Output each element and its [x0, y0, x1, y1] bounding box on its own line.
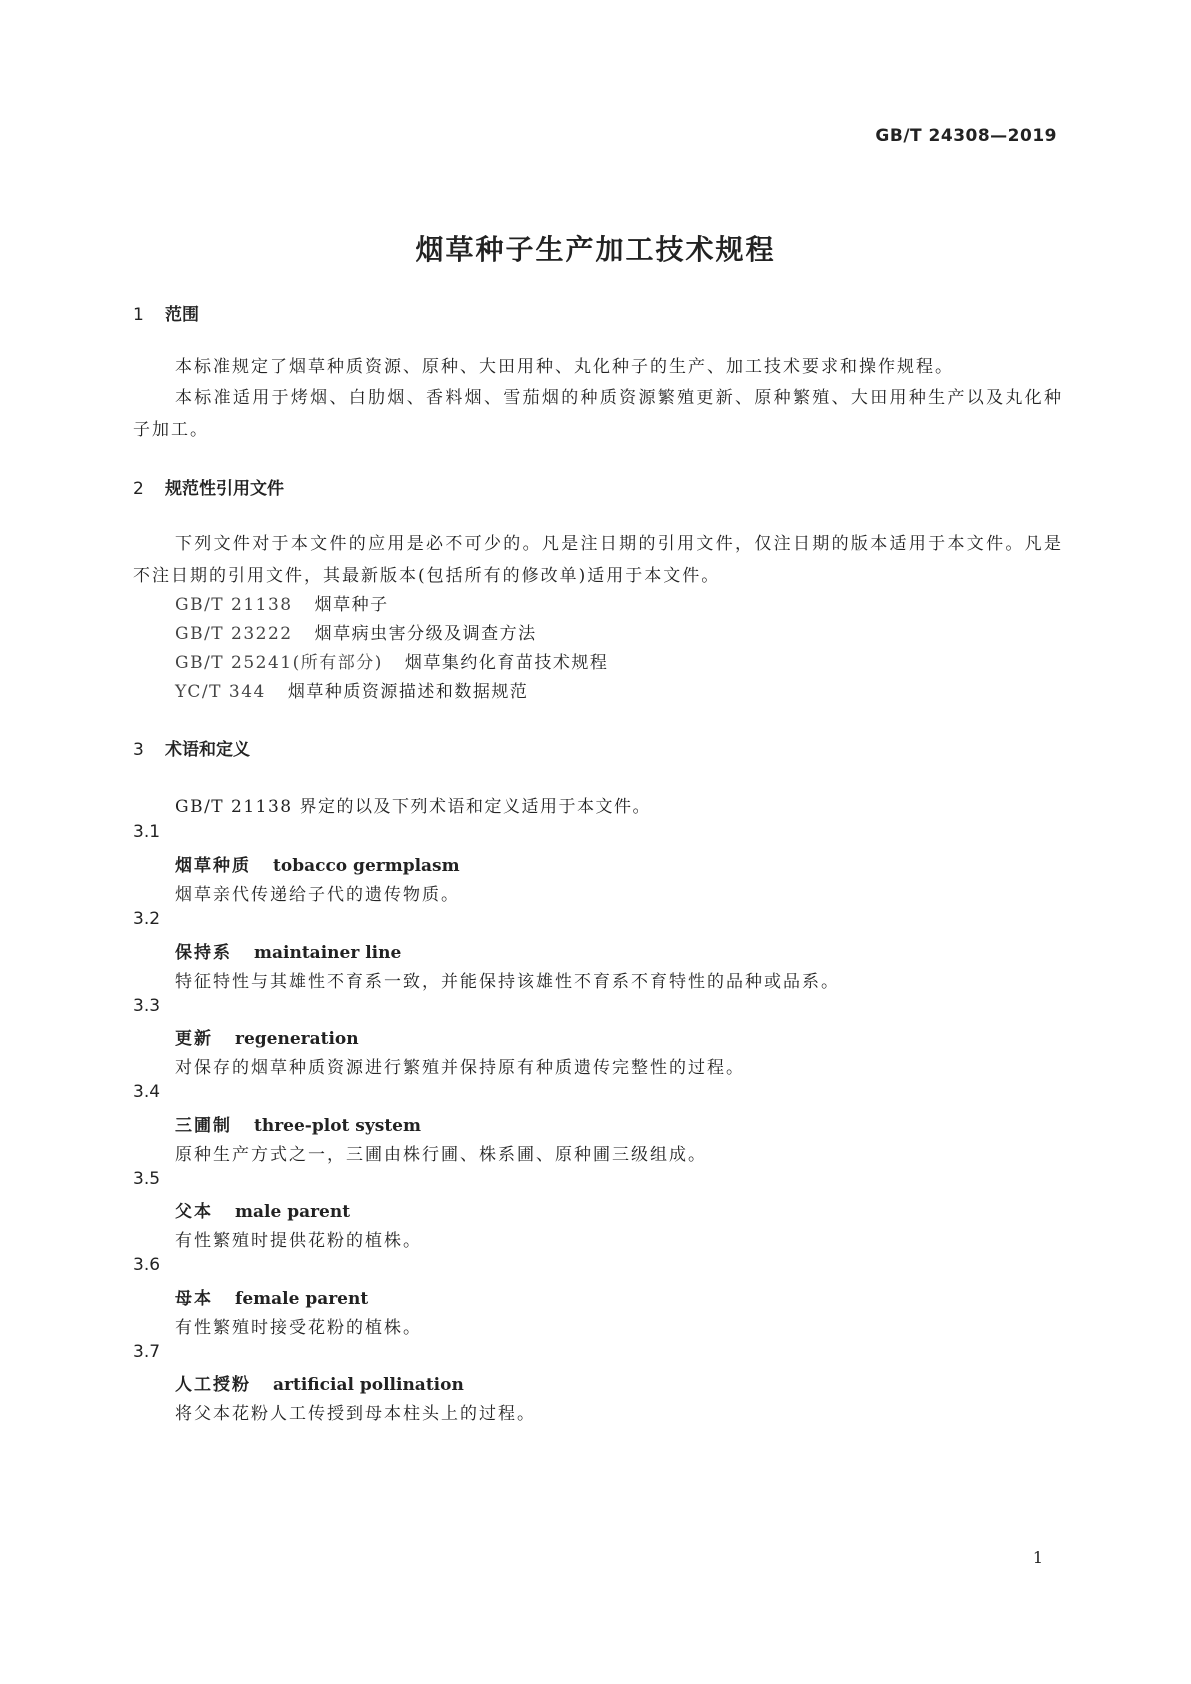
term-heading [175, 1197, 350, 1222]
reference-item [175, 648, 608, 673]
reference-title: 烟草集约化育苗技术规程 [404, 653, 609, 673]
term-en: maintainer line [254, 943, 402, 963]
term-definition: 原种生产方式之一，三圃由株行圃、株系圃、原种圃三级组成。 [175, 1145, 707, 1165]
term-definition: 对保存的烟草种质资源进行繁殖并保持原有种质遗传完整性的过程。 [175, 1058, 745, 1078]
section-2-paragraph-1: 下列文件对于本文件的应用是必不可少的。凡是注日期的引用文件，仅注日期的版本适用于本文件。凡是不注日期的引用文件，其最新版本(包括所有的修改单)适用于本文件。 [133, 534, 1063, 586]
term-definition: 特征特性与其雄性不育系一致，并能保持该雄性不育系不育特性的品种或品系。 [175, 972, 840, 992]
term-zh: 烟草种质 [175, 856, 251, 876]
reference-item [175, 590, 389, 615]
term-en: three-plot system [254, 1116, 421, 1136]
term-en: male parent [235, 1202, 351, 1222]
section-2-heading [133, 474, 284, 499]
section-number: 2 [133, 479, 144, 499]
term-zh: 人工授粉 [175, 1375, 251, 1395]
term-number: 3.4 [133, 1082, 161, 1102]
reference-item [175, 677, 528, 702]
term-number: 3.5 [133, 1169, 161, 1189]
term-heading [175, 1024, 359, 1049]
section-3-heading [133, 735, 250, 760]
reference-code: GB/T 23222 [175, 624, 293, 644]
reference-code: GB/T 21138 [175, 595, 293, 615]
term-number: 3.2 [133, 909, 161, 929]
reference-title: 烟草种质资源描述和数据规范 [287, 682, 529, 702]
term-zh: 更新 [175, 1029, 213, 1049]
section-1-paragraph-2: 本标准适用于烤烟、白肋烟、香料烟、雪茄烟的种质资源繁殖更新、原种繁殖、大田用种生产以及丸化种子加工。 [133, 388, 1063, 440]
page-number: 1 [1032, 1548, 1043, 1567]
term-heading [175, 938, 401, 963]
reference-title: 烟草种子 [314, 595, 389, 615]
term-en: tobacco germplasm [273, 856, 460, 876]
section-number: 1 [133, 305, 144, 325]
section-title: 范围 [165, 305, 199, 325]
term-en: artificial pollination [273, 1375, 464, 1395]
term-en: regeneration [235, 1029, 359, 1049]
reference-item [175, 619, 537, 644]
term-definition: 烟草亲代传递给子代的遗传物质。 [175, 885, 460, 905]
term-definition: 有性繁殖时提供花粉的植株。 [175, 1231, 422, 1251]
term-heading [175, 1111, 421, 1136]
term-zh: 保持系 [175, 943, 232, 963]
term-number: 3.6 [133, 1255, 161, 1275]
term-heading [175, 1370, 464, 1395]
section-number: 3 [133, 740, 144, 760]
section-1-heading [133, 300, 199, 325]
term-number: 3.1 [133, 822, 161, 842]
section-3-intro: GB/T 21138 界定的以及下列术语和定义适用于本文件。 [175, 797, 652, 817]
standard-number: GB/T 24308—2019 [875, 126, 1057, 146]
term-heading [175, 851, 460, 876]
term-zh: 三圃制 [175, 1116, 232, 1136]
section-title: 规范性引用文件 [165, 479, 284, 499]
term-number: 3.7 [133, 1342, 161, 1362]
section-1-paragraph-1: 本标准规定了烟草种质资源、原种、大田用种、丸化种子的生产、加工技术要求和操作规程。 [175, 357, 954, 377]
term-number: 3.3 [133, 996, 161, 1016]
term-en: female parent [235, 1289, 369, 1309]
term-heading [175, 1284, 368, 1309]
term-definition: 有性繁殖时接受花粉的植株。 [175, 1318, 422, 1338]
term-definition: 将父本花粉人工传授到母本柱头上的过程。 [175, 1404, 536, 1424]
term-zh: 父本 [175, 1202, 213, 1222]
term-zh: 母本 [175, 1289, 213, 1309]
reference-code: GB/T 25241(所有部分) [175, 653, 383, 673]
reference-code: YC/T 344 [175, 682, 266, 702]
document-title: 烟草种子生产加工技术规程 [415, 233, 776, 266]
section-title: 术语和定义 [165, 740, 250, 760]
reference-title: 烟草病虫害分级及调查方法 [314, 624, 537, 644]
